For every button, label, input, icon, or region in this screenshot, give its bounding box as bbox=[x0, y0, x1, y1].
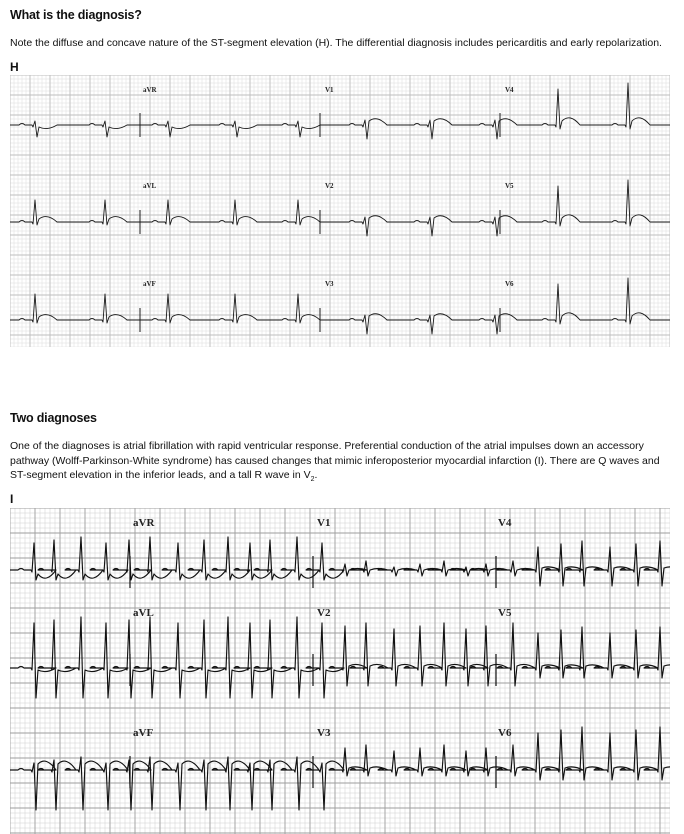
lead-label-avf: aVF bbox=[143, 280, 156, 288]
lead-label-v5: V5 bbox=[505, 182, 514, 190]
lead-label-avr: aVR bbox=[143, 86, 157, 94]
ecg-grid bbox=[10, 75, 670, 347]
section1-heading: What is the diagnosis? bbox=[10, 8, 142, 22]
lead-label-avl: aVL bbox=[133, 607, 154, 619]
lead-label-v1: V1 bbox=[317, 517, 331, 529]
ecg-figure-h bbox=[10, 75, 670, 347]
ecg-trace-row-3 bbox=[10, 278, 670, 334]
lead-label-avl: aVL bbox=[143, 182, 157, 190]
section2-heading: Two diagnoses bbox=[10, 411, 97, 425]
lead-label-v1: V1 bbox=[325, 86, 334, 94]
figure-h-label: H bbox=[10, 60, 19, 74]
lead-label-v4: V4 bbox=[498, 517, 512, 529]
lead-label-v3: V3 bbox=[325, 280, 334, 288]
lead-label-v6: V6 bbox=[505, 280, 514, 288]
section1-body: Note the diffuse and concave nature of the ST-segment elevation (H). The differential diagnosis includes pericarditis and early repolarization. bbox=[10, 37, 662, 49]
lead-label-v4: V4 bbox=[505, 86, 514, 94]
ecg-figure-i bbox=[10, 508, 670, 834]
lead-label-v2: V2 bbox=[317, 607, 331, 619]
lead-label-avr: aVR bbox=[133, 517, 155, 529]
ecg-trace-row-2 bbox=[10, 180, 670, 236]
lead-label-avf: aVF bbox=[133, 727, 154, 739]
lead-label-v2: V2 bbox=[325, 182, 334, 190]
lead-label-v3: V3 bbox=[317, 727, 331, 739]
figure-i-label: I bbox=[10, 492, 14, 506]
section2-body: One of the diagnoses is atrial fibrillation with rapid ventricular response. Preferential conduction of the atrial impulses down an accessory pathway (Wolff-Parkinson-White syndrome) has caused changes that mimic inferoposterior myocardial infarction (I). There are Q waves and ST-segment elevation in the inferior leads, and a tall R wave in $V_2$. bbox=[10, 440, 660, 484]
lead-label-v5: V5 bbox=[498, 607, 512, 619]
lead-label-v6: V6 bbox=[498, 727, 512, 739]
